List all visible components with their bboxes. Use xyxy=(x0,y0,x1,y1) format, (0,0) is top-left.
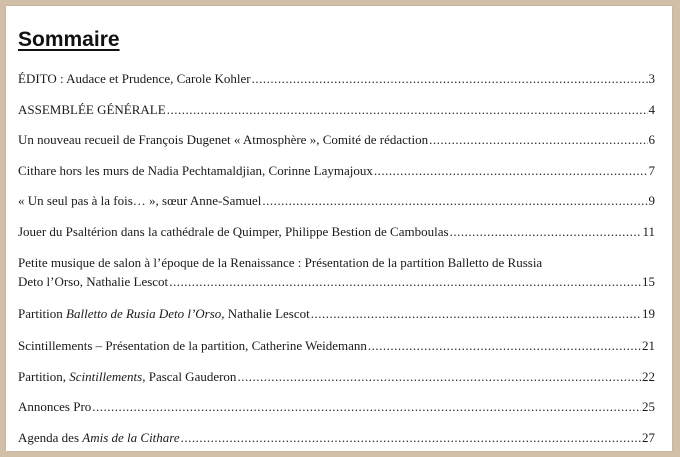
dot-leader xyxy=(167,102,648,118)
toc-entry-prefix: Partition, xyxy=(18,369,70,384)
toc-entry-text xyxy=(18,430,180,446)
toc-entry-text-line1: Petite musique de salon à l’époque de la Renaissance : Présentation de la partition Balletto de Russia xyxy=(18,255,543,270)
dot-leader xyxy=(92,399,641,415)
toc-entry-text: Scintillements – Présentation de la partition, Catherine Weidemann xyxy=(18,338,367,353)
toc-entry-text: Jouer du Psaltérion dans la cathédrale de Quimper, Philippe Bestion de Camboulas xyxy=(18,224,449,239)
toc-entry-agenda[interactable] xyxy=(18,430,655,446)
toc-entry-scintillements-presentation[interactable] xyxy=(18,338,655,354)
toc-entry-text xyxy=(18,369,236,385)
toc-page-number: 19 xyxy=(642,306,655,321)
toc-entry-cithare-hors-murs[interactable] xyxy=(18,163,655,179)
toc-entry-edito[interactable] xyxy=(18,71,655,87)
dot-leader xyxy=(262,193,647,209)
toc-entry-text: Annonces Pro xyxy=(18,399,92,414)
toc-entry-italic-title: Balletto de Rusia Deto l’Orso xyxy=(66,306,222,321)
toc-entry-text: « Un seul pas à la fois… », sœur Anne-Samuel xyxy=(18,193,262,208)
toc-entry-author: , Nathalie Lescot xyxy=(221,306,310,321)
toc-page-number: 4 xyxy=(648,102,655,117)
toc-page-number: 11 xyxy=(642,224,655,239)
toc-entry-partition-balletto[interactable] xyxy=(18,306,655,322)
toc-entry-prefix: Agenda des xyxy=(18,430,83,445)
toc-page-number: 25 xyxy=(642,399,655,414)
toc-page-number: 21 xyxy=(642,338,655,353)
page-title: Sommaire xyxy=(18,28,120,51)
toc-entry-text-line2: Deto l’Orso, Nathalie Lescot xyxy=(18,274,169,289)
toc-entry-partition-scintillements[interactable] xyxy=(18,369,655,385)
toc-entry-author: , Pascal Gauderon xyxy=(142,369,237,384)
toc-entry-seul-pas[interactable] xyxy=(18,193,655,209)
dot-leader xyxy=(181,430,641,446)
dot-leader xyxy=(450,224,642,240)
dot-leader xyxy=(252,71,648,87)
toc-entry-text xyxy=(18,306,310,322)
dot-leader xyxy=(237,369,641,385)
dot-leader xyxy=(169,274,641,290)
dot-leader xyxy=(429,132,647,148)
toc-entry-italic-title: Amis de la Cithare xyxy=(82,430,180,445)
toc-entry-text: ÉDITO : Audace et Prudence, Carole Kohler xyxy=(18,71,251,86)
toc-entry-annonces[interactable] xyxy=(18,399,655,415)
toc-page-number: 6 xyxy=(648,132,655,147)
toc-page-number: 9 xyxy=(648,193,655,208)
toc-page-number: 3 xyxy=(648,71,655,86)
toc-entry-psalterion[interactable] xyxy=(18,224,655,240)
toc-page-number: 22 xyxy=(642,369,655,384)
toc-page-number: 15 xyxy=(642,274,655,289)
toc-page-number: 7 xyxy=(648,163,655,178)
toc-entry-prefix: Partition xyxy=(18,306,67,321)
dot-leader xyxy=(311,306,641,322)
toc-entry-italic-title: Scintillements xyxy=(69,369,143,384)
toc-entry-text: Un nouveau recueil de François Dugenet « Atmosphère », Comité de rédaction xyxy=(18,132,429,147)
dot-leader xyxy=(368,338,641,354)
table-of-contents-page xyxy=(6,6,672,451)
toc-entry-text: ASSEMBLÉE GÉNÉRALE xyxy=(18,102,166,117)
toc-entry-recueil[interactable] xyxy=(18,132,655,148)
toc-entry-text: Cithare hors les murs de Nadia Pechtamaldjian, Corinne Laymajoux xyxy=(18,163,373,178)
dot-leader xyxy=(374,163,648,179)
toc-entry-petite-musique[interactable] xyxy=(18,255,655,290)
toc-page-number: 27 xyxy=(642,430,655,445)
toc-entry-assemblee[interactable] xyxy=(18,102,655,118)
